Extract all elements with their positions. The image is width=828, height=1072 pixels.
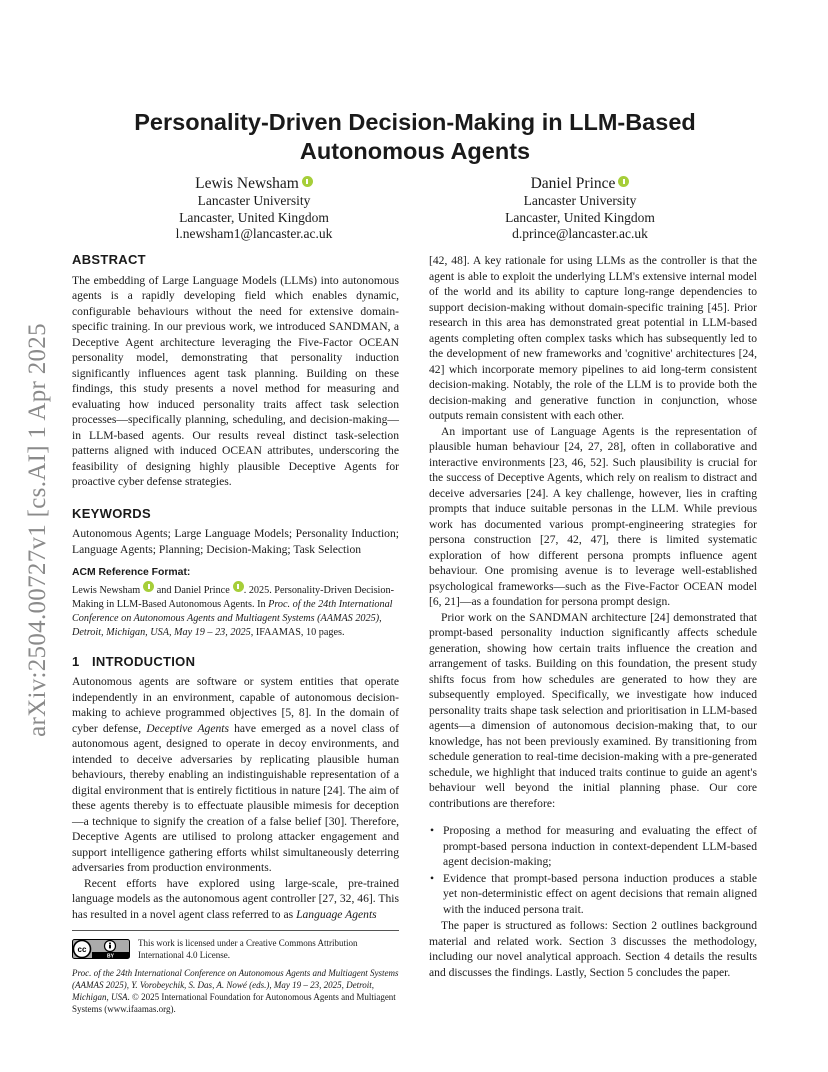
intro-paragraph-3: [42, 48]. A key rationale for using LLMs as the controller is that the agent is able to exploit the underlying LLM's extensive internal model of the world and its ability to capture long-range dependencies to support decision-making without domain-specific training [45]. Prior research in this area has demonstrated great potential in LLM-based agents completing often complex tasks which has subsequently led to the development of new frameworks and 'cognitive' architectures [24, 42] which incorporate memory pipelines to aid long-term consistent decision-making. Notably, the role of the LLM is to provide both the decision-making and generative function in conjunction, whose outputs remain consistent with each other. <box>429 254 757 422</box>
cc-by-label: BY <box>107 953 114 959</box>
license-text: This work is licensed under a Creative Commons Attribution International 4.0 License. <box>138 938 358 960</box>
orcid-icon[interactable] <box>302 176 313 187</box>
acm-reference-text: Lewis Newsham and Daniel Prince . 2025. Personality-Driven Decision-Making in LLM-Based Autonomous Agents. In Proc. of the 24th International Conference on Autonomous Agents and Multiagent Systems (AAMAS 2025), Detroit, Michigan, USA, May 19 – 23, 2025, IFAAMAS, 10 pages. <box>72 581 399 640</box>
section-heading-introduction: 1 INTRODUCTION <box>72 653 196 669</box>
keywords-heading: KEYWORDS <box>72 505 151 521</box>
author-block-1 <box>104 174 404 243</box>
list-item: • Proposing a method for measuring and evaluating the effect of prompt-based persona induction in context-dependent LLM-based agent decision-making; <box>443 823 757 870</box>
orcid-icon[interactable] <box>233 581 244 592</box>
svg-text:cc: cc <box>77 945 87 954</box>
author-name: Daniel Prince <box>430 174 730 193</box>
author-email[interactable]: l.newsham1@lancaster.ac.uk <box>175 226 333 241</box>
right-column <box>429 253 757 980</box>
author-block-2 <box>430 174 730 243</box>
acm-reference-heading: ACM Reference Format: <box>72 567 191 578</box>
list-item: • Evidence that prompt-based persona induction produces a stable yet non-deterministic effect on agent decisions that remain aligned with the induced persona trait. <box>443 871 757 918</box>
intro-paragraph-5: Prior work on the SANDMAN architecture [24] demonstrated that prompt-based personality induction significantly affects schedule generation, showing how certain traits influence the creation and arrangement of tasks. Building on this foundation, the present study shifts focus from how schedules are generated to how they are subsequently employed. Specifically, we investigate how induced personality traits shape task selection and prioritisation in LLM-based agents—a dimension of autonomous decision-making that, to our knowledge, has not been previously examined. By transitioning from schedule generation to real-time decision-making with a pre-generated schedule, we highlight that induced traits continue to guide an agent's behaviour well beyond the initial planning phase. Our core contributions are therefore: <box>429 610 757 810</box>
contributions-list <box>429 823 757 917</box>
author-location: Lancaster, United Kingdom <box>179 209 329 225</box>
intro-paragraph-4: An important use of Language Agents is the representation of plausible human behaviour [24, 27, 28], often in collaborative and interactive environments [23, 46, 52]. Such plausibility is crucial for the success of Deceptive Agents, which rely on realism to distract and deceive adversaries [24]. A key challenge, however, lies in crafting prompts that induce suitable personas in the LLM. While previous work has documented various prompt-engineering strategies for persona construction [27, 42, 47], there is limited systematic exploration of how different persona prompts influence agent behaviour. One promising avenue is to leverage well-established psychological frameworks—such as the Five-Factor OCEAN model [6, 21]—as a foundation for persona prompt design. <box>429 424 757 608</box>
left-column <box>72 252 399 1015</box>
intro-paragraph-2: Recent efforts have explored using large-scale, pre-trained language models as the autonomous agent controller [27, 32, 46]. This has resulted in a novel agent class referred to as Language Agents <box>72 876 399 921</box>
paper-title: Personality-Driven Decision-Making in LLM-Based Autonomous Agents <box>134 109 696 164</box>
author-email[interactable]: d.prince@lancaster.ac.uk <box>512 226 648 241</box>
intro-paragraph-6: The paper is structured as follows: Section 2 outlines background material and related work. Section 3 discusses the methodology, including our novel analytical approach. Section 4 details the results and discusses the findings. Lastly, Section 5 concludes the paper. <box>429 919 757 979</box>
orcid-icon[interactable] <box>143 581 154 592</box>
author-affiliation: Lancaster University <box>523 193 637 208</box>
abstract-text: The embedding of Large Language Models (LLMs) into autonomous agents is a rapidly developing field which enables dynamic, configurable behaviours without the need for extensive domain-specific training. In our previous work, we introduced SANDMAN, a Deceptive Agent architecture leveraging the Five-Factor OCEAN personality model, demonstrating that personality induction significantly influences agent task planning. Building on these findings, this study presents a novel method for measuring and evaluating how induced personality traits affect task selection processes—specifically planning, scheduling, and decision-making—in LLM-based agents. Our results reveal distinct task-selection patterns aligned with induced OCEAN attributes, underscoring the feasibility of designing highly plausible Deceptive Agents for proactive cyber defense strategies. <box>72 273 399 488</box>
proceedings-note: Proc. of the 24th International Conference on Autonomous Agents and Multiagent Systems (AAMAS 2025), Y. Vorobeychik, S. Das, A. Nowé (eds.), May 19 – 23, 2025, Detroit, Michigan, USA. © 2025 International Foundation for Autonomous Agents and Multiagent Systems (www.ifaamas.org). <box>72 968 399 1014</box>
arxiv-stamp <box>18 300 58 760</box>
author-affiliation: Lancaster University <box>197 193 311 208</box>
intro-paragraph-1: Autonomous agents are software or system entities that operate independently in an environment, capable of autonomous decision-making to achieve programmed objectives [5, 8]. In the domain of cyber defense, Deceptive Agents have emerged as a novel class of autonomous agent, designed to operate in decoy environments, and intended to deceive adversaries by replicating plausible human behaviours, thereby enabling an indistinguishable representation of a digital environment that is entirely fictitious in nature [24]. The aim of these agents thereby is to effectuate plausible mimesis for deception—a technique to signify the creation of a false belief [30]. Therefore, Deceptive Agents are utilised to prolong attacker engagement and support intelligence gathering efforts whilst simultaneously deterring adversaries from production environments. <box>72 675 399 874</box>
creative-commons-by-icon[interactable] <box>72 939 130 959</box>
abstract-heading: ABSTRACT <box>72 252 146 267</box>
keywords-text: Autonomous Agents; Large Language Models; Personality Induction; Language Agents; Planning; Decision-Making; Task Selection <box>72 527 399 556</box>
orcid-icon[interactable] <box>618 176 629 187</box>
author-name: Lewis Newsham <box>104 174 404 193</box>
author-location: Lancaster, United Kingdom <box>505 209 655 225</box>
arxiv-id: arXiv:2504.00727v1 [cs.AI] 1 Apr 2025 <box>24 323 51 737</box>
license-block <box>72 930 399 967</box>
